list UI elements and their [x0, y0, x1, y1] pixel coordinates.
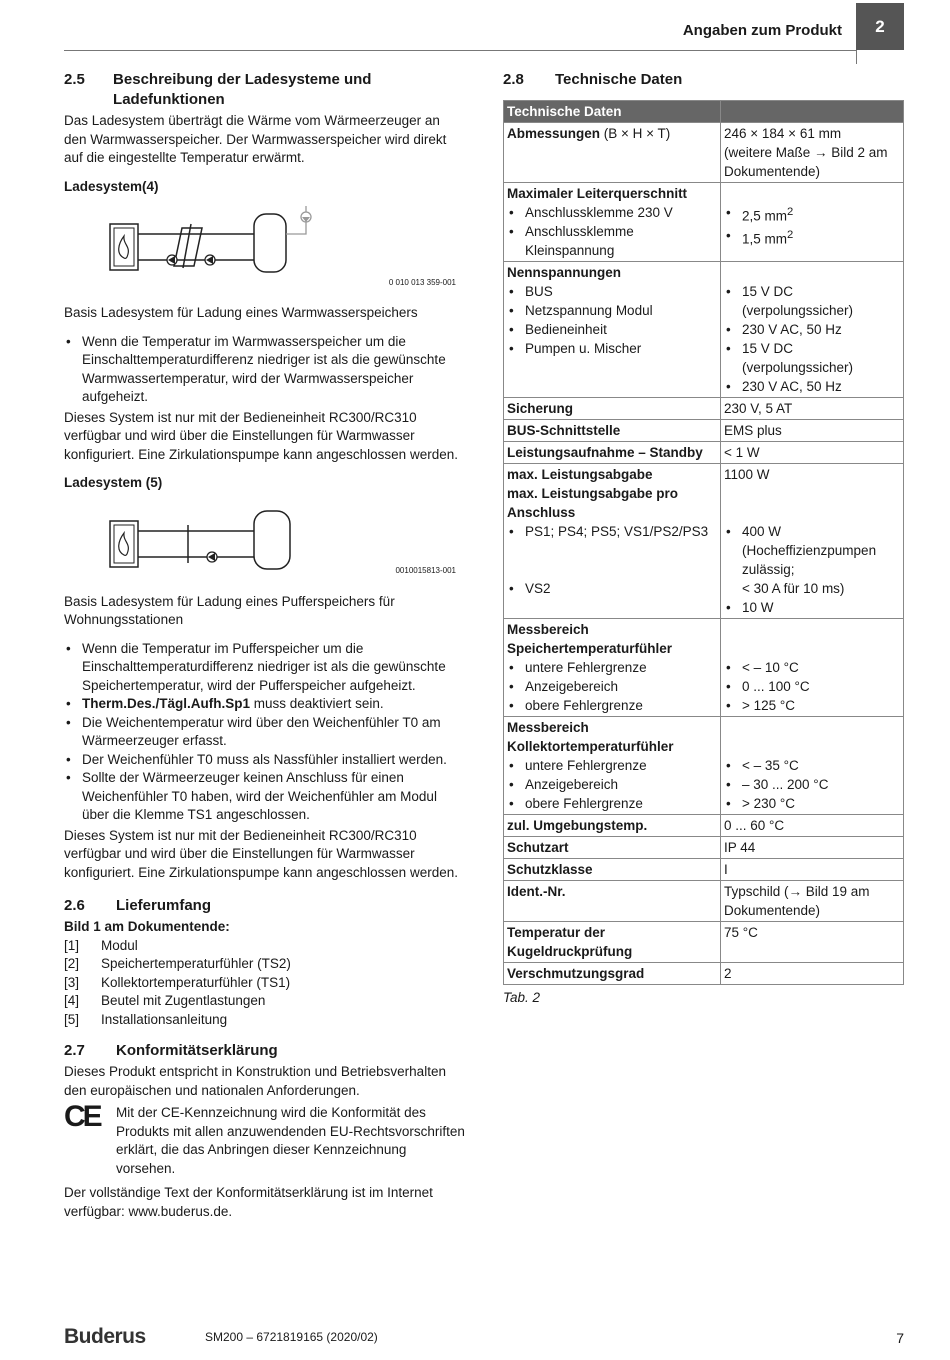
row-label [504, 619, 721, 717]
group-title: Maximaler Leiterquerschnitt [507, 186, 688, 201]
list-item: • 15 V DC (verpolungssicher) [724, 282, 900, 320]
row-value [721, 464, 904, 619]
group-title: Nennspannungen [507, 265, 621, 280]
section-number: 2.5 [64, 71, 85, 88]
table-row [504, 619, 904, 717]
value: 1100 W [724, 467, 770, 482]
flame-icon [119, 533, 129, 555]
list-item: • obere Fehlergrenze [507, 794, 717, 813]
list-item: • Anzeigebereich [507, 775, 717, 794]
table-row [504, 262, 904, 398]
item-key: [3] [64, 974, 80, 990]
section-number: 2.8 [503, 71, 524, 88]
ladesystem-4-bullets [64, 333, 466, 407]
row-label: Ident.-Nr. [504, 881, 721, 922]
list-item: • BUS [507, 282, 717, 301]
ce-text: Mit der CE-Kennzeichnung wird die Konformität des Produkts mit allen anzuwendenden EU-Rechtsvorschriften erklärt, die das Anbringen dieser Kennzeichnung vorsehen. [116, 1105, 465, 1176]
group-title: max. Leistungsabgabe pro Anschluss [507, 486, 679, 520]
list-item: • VS2 [507, 579, 717, 598]
document-reference: SM200 – 6721819165 (2020/02) [205, 1330, 378, 1344]
ce-mark-icon: CE [64, 1100, 100, 1133]
row-value: IP 44 [721, 837, 904, 859]
scope-subtitle: Bild 1 am Dokumentende: [64, 919, 230, 934]
group-title: Messbereich Speichertemperaturfühler [507, 622, 673, 656]
list-item: • Wenn die Temperatur im Warmwasserspeicher um die Einschalttemperaturdifferenz niedriger ist als die gewünschte Warmwassertemperatur, wird der Warmwasserspeicher aufgeheizt. [64, 333, 466, 407]
row-label: Sicherung [504, 398, 721, 420]
row-value: 0 ... 60 °C [721, 815, 904, 837]
list-item-text: muss deaktiviert sein. [250, 696, 384, 711]
list-item: • obere Fehlergrenze [507, 696, 717, 715]
list-item: • > 230 °C [724, 794, 900, 813]
list-item: • Bedieneinheit [507, 320, 717, 339]
row-value [721, 183, 904, 262]
table-row [504, 717, 904, 815]
row-label [504, 262, 721, 398]
row-value: 230 V, 5 AT [721, 398, 904, 420]
row-value: 2 [721, 963, 904, 985]
item-key: [2] [64, 956, 80, 971]
list-item: • 400 W (Hocheffizienzpumpen zulässig; [724, 522, 900, 579]
menu-path: Therm.Des./Tägl.Aufh.Sp1 [82, 696, 251, 711]
section-number: 2.7 [64, 1042, 85, 1059]
list-item: • Anschlussklemme 230 V [507, 203, 717, 222]
chapter-number-tab: 2 [856, 3, 904, 50]
buderus-logo: Buderus [64, 1325, 146, 1348]
right-column [503, 70, 904, 1008]
item-text: Modul [101, 937, 138, 953]
list-item: • untere Fehlergrenze [507, 756, 717, 775]
table-row [504, 859, 904, 881]
list-item-continued: < 30 A für 10 ms) [742, 581, 845, 596]
ladesystem-4-diagram [64, 204, 466, 296]
section-2-8-heading [503, 70, 904, 90]
row-label: Leistungsaufnahme – Standby [504, 442, 721, 464]
list-item: • Anzeigebereich [507, 677, 717, 696]
figure-id: 0 010 013 359-001 [388, 277, 456, 287]
list-item: • < – 35 °C [724, 756, 900, 775]
label-suffix: (B × H × T) [600, 126, 671, 141]
list-item: • PS1; PS4; PS5; VS1/PS2/PS3 [507, 522, 717, 541]
list-item: • Sollte der Wärmeerzeuger keinen Anschluss für einen Weichenfühler T0 haben, wird der Weichenfühler am Modul über die Klemme TS1 angeschlossen. [64, 769, 466, 825]
ladesystem-4-note: Dieses System ist nur mit der Bedieneinheit RC300/RC310 verfügbar und wird über die Einstellungen für Warmwasser konfiguriert. Eine Zirkulationspumpe kann angeschlossen werden. [64, 409, 458, 462]
figure-id: 0010015813-001 [395, 566, 456, 575]
table-row [504, 123, 904, 183]
table-row [504, 442, 904, 464]
table-row [504, 464, 904, 619]
list-item [64, 992, 466, 1011]
list-item [64, 1011, 466, 1030]
value: 2,5 mm [742, 208, 788, 224]
row-label: Schutzklasse [504, 859, 721, 881]
conformity-outro: Der vollständige Text der Konformitätserklärung ist im Internet verfügbar: www.buderus.de. [64, 1185, 433, 1219]
table-row [504, 922, 904, 963]
list-item: • untere Fehlergrenze [507, 658, 717, 677]
header-rule [64, 50, 856, 51]
superscript: 2 [787, 206, 794, 218]
label-bold: Abmessungen [507, 126, 601, 141]
ladesystem-5-note: Dieses System ist nur mit der Bedieneinheit RC300/RC310 verfügbar und wird über die Einstellungen für Warmwasser konfiguriert. Eine Zirkulationspumpe kann angeschlossen werden. [64, 827, 458, 880]
list-item: • Anschlussklemme Kleinspannung [507, 222, 717, 260]
list-item: • 0 ... 100 °C [724, 677, 900, 696]
list-item: • Die Weichentemperatur wird über den Weichenfühler T0 am Wärmeerzeuger erfasst. [64, 714, 466, 751]
list-item: • – 30 ... 200 °C [724, 775, 900, 794]
list-item: • 230 V AC, 50 Hz [724, 320, 900, 339]
list-item [64, 695, 466, 714]
item-key: [1] [64, 937, 80, 953]
list-item: • Pumpen u. Mischer [507, 339, 717, 358]
group-title: Messbereich Kollektortemperaturfühler [507, 720, 674, 754]
table-row [504, 881, 904, 922]
list-item [724, 203, 900, 226]
section-2-6-heading [64, 896, 466, 916]
ladesystem-4-title: Ladesystem(4) [64, 178, 159, 194]
list-item: • Netzspannung Modul [507, 301, 717, 320]
list-item: • 15 V DC (verpolungssicher) [724, 339, 900, 377]
superscript: 2 [787, 228, 794, 241]
row-value: I [721, 859, 904, 881]
row-label [504, 183, 721, 262]
group-title: max. Leistungsabgabe [507, 467, 653, 482]
table-caption: Tab. 2 [503, 990, 541, 1005]
ladesystem-4-caption: Basis Ladesystem für Ladung eines Warmwasserspeichers [64, 305, 418, 320]
table-header-row [504, 101, 904, 123]
table-row [504, 815, 904, 837]
item-text: Kollektortemperaturfühler (TS1) [101, 974, 291, 990]
list-item [64, 937, 466, 956]
value-note: (weitere Maße → Bild 2 am Dokumentende) [724, 145, 888, 179]
row-label: Schutzart [504, 837, 721, 859]
technical-data-table [503, 100, 904, 985]
row-value: < 1 W [721, 442, 904, 464]
item-text: Speichertemperaturfühler (TS2) [101, 956, 291, 971]
flame-icon [119, 236, 129, 258]
table-row [504, 420, 904, 442]
row-label [504, 464, 721, 619]
row-value [721, 619, 904, 717]
row-value: EMS plus [721, 420, 904, 442]
table-header: Technische Daten [504, 101, 721, 123]
ladesystem-5-caption: Basis Ladesystem für Ladung eines Pufferspeichers für Wohnungsstationen [64, 593, 395, 627]
section-title: Lieferumfang [116, 897, 212, 914]
section-2-7-heading [64, 1041, 466, 1061]
table-row [504, 183, 904, 262]
list-item: • < – 10 °C [724, 658, 900, 677]
value: 1,5 mm [742, 231, 788, 246]
item-key: [5] [64, 1011, 80, 1027]
section-2-5-heading [64, 70, 466, 110]
table-row [504, 837, 904, 859]
row-label [504, 123, 721, 183]
section-title: Technische Daten [555, 71, 683, 88]
ladesystem-5-diagram [64, 501, 466, 585]
value: 246 × 184 × 61 mm [724, 126, 842, 141]
page-number: 7 [896, 1330, 904, 1346]
row-label: Temperatur der Kugeldruckprüfung [504, 922, 721, 963]
table-row [504, 963, 904, 985]
list-item: • 10 W [724, 598, 900, 617]
row-label [504, 717, 721, 815]
ladesystem-5-title: Ladesystem (5) [64, 475, 163, 490]
row-label: Verschmutzungsgrad [504, 963, 721, 985]
list-item [724, 226, 900, 249]
section-title: Konformitätserklärung [116, 1042, 278, 1059]
row-label: BUS-Schnittstelle [504, 420, 721, 442]
ladesystem-5-bullets [64, 640, 466, 825]
row-value [721, 717, 904, 815]
scope-list [64, 937, 466, 1030]
row-value [721, 262, 904, 398]
item-key: [4] [64, 993, 80, 1008]
section-number: 2.6 [64, 897, 85, 914]
header-rule-tick [856, 50, 857, 64]
list-item [64, 974, 466, 993]
ce-notice [64, 1100, 466, 1178]
table-header-blank [721, 101, 904, 123]
list-item: • 230 V AC, 50 Hz [724, 377, 900, 396]
item-text: Installationsanleitung [101, 1011, 228, 1027]
list-item [64, 955, 466, 974]
section-2-5-intro: Das Ladesystem überträgt die Wärme vom Wärmeerzeuger an den Warmwasserspeicher. Der Warmwasserspeicher wird direkt auf die eingestellte Temperatur erwärmt. [64, 113, 447, 165]
row-value: 75 °C [721, 922, 904, 963]
row-value: Typschild (→ Bild 19 am Dokumentende) [721, 881, 904, 922]
section-title: Beschreibung der Ladesysteme und Ladefunktionen [113, 71, 372, 108]
list-item: • > 125 °C [724, 696, 900, 715]
running-header-title: Angaben zum Produkt [682, 22, 842, 39]
conformity-intro: Dieses Produkt entspricht in Konstruktion und Betriebsverhalten den europäischen und nationalen Anforderungen. [64, 1064, 446, 1098]
item-text: Beutel mit Zugentlastungen [101, 993, 266, 1008]
list-item: • Der Weichenfühler T0 muss als Nassfühler installiert werden. [64, 751, 466, 770]
list-item: • Wenn die Temperatur im Pufferspeicher um die Einschalttemperaturdifferenz niedriger ist als die gewünschte Speichertemperatur, wird der Pufferspeicher aufgeheizt. [64, 640, 466, 696]
row-label: zul. Umgebungstemp. [504, 815, 721, 837]
table-row [504, 398, 904, 420]
left-column [64, 70, 466, 1231]
row-value [721, 123, 904, 183]
